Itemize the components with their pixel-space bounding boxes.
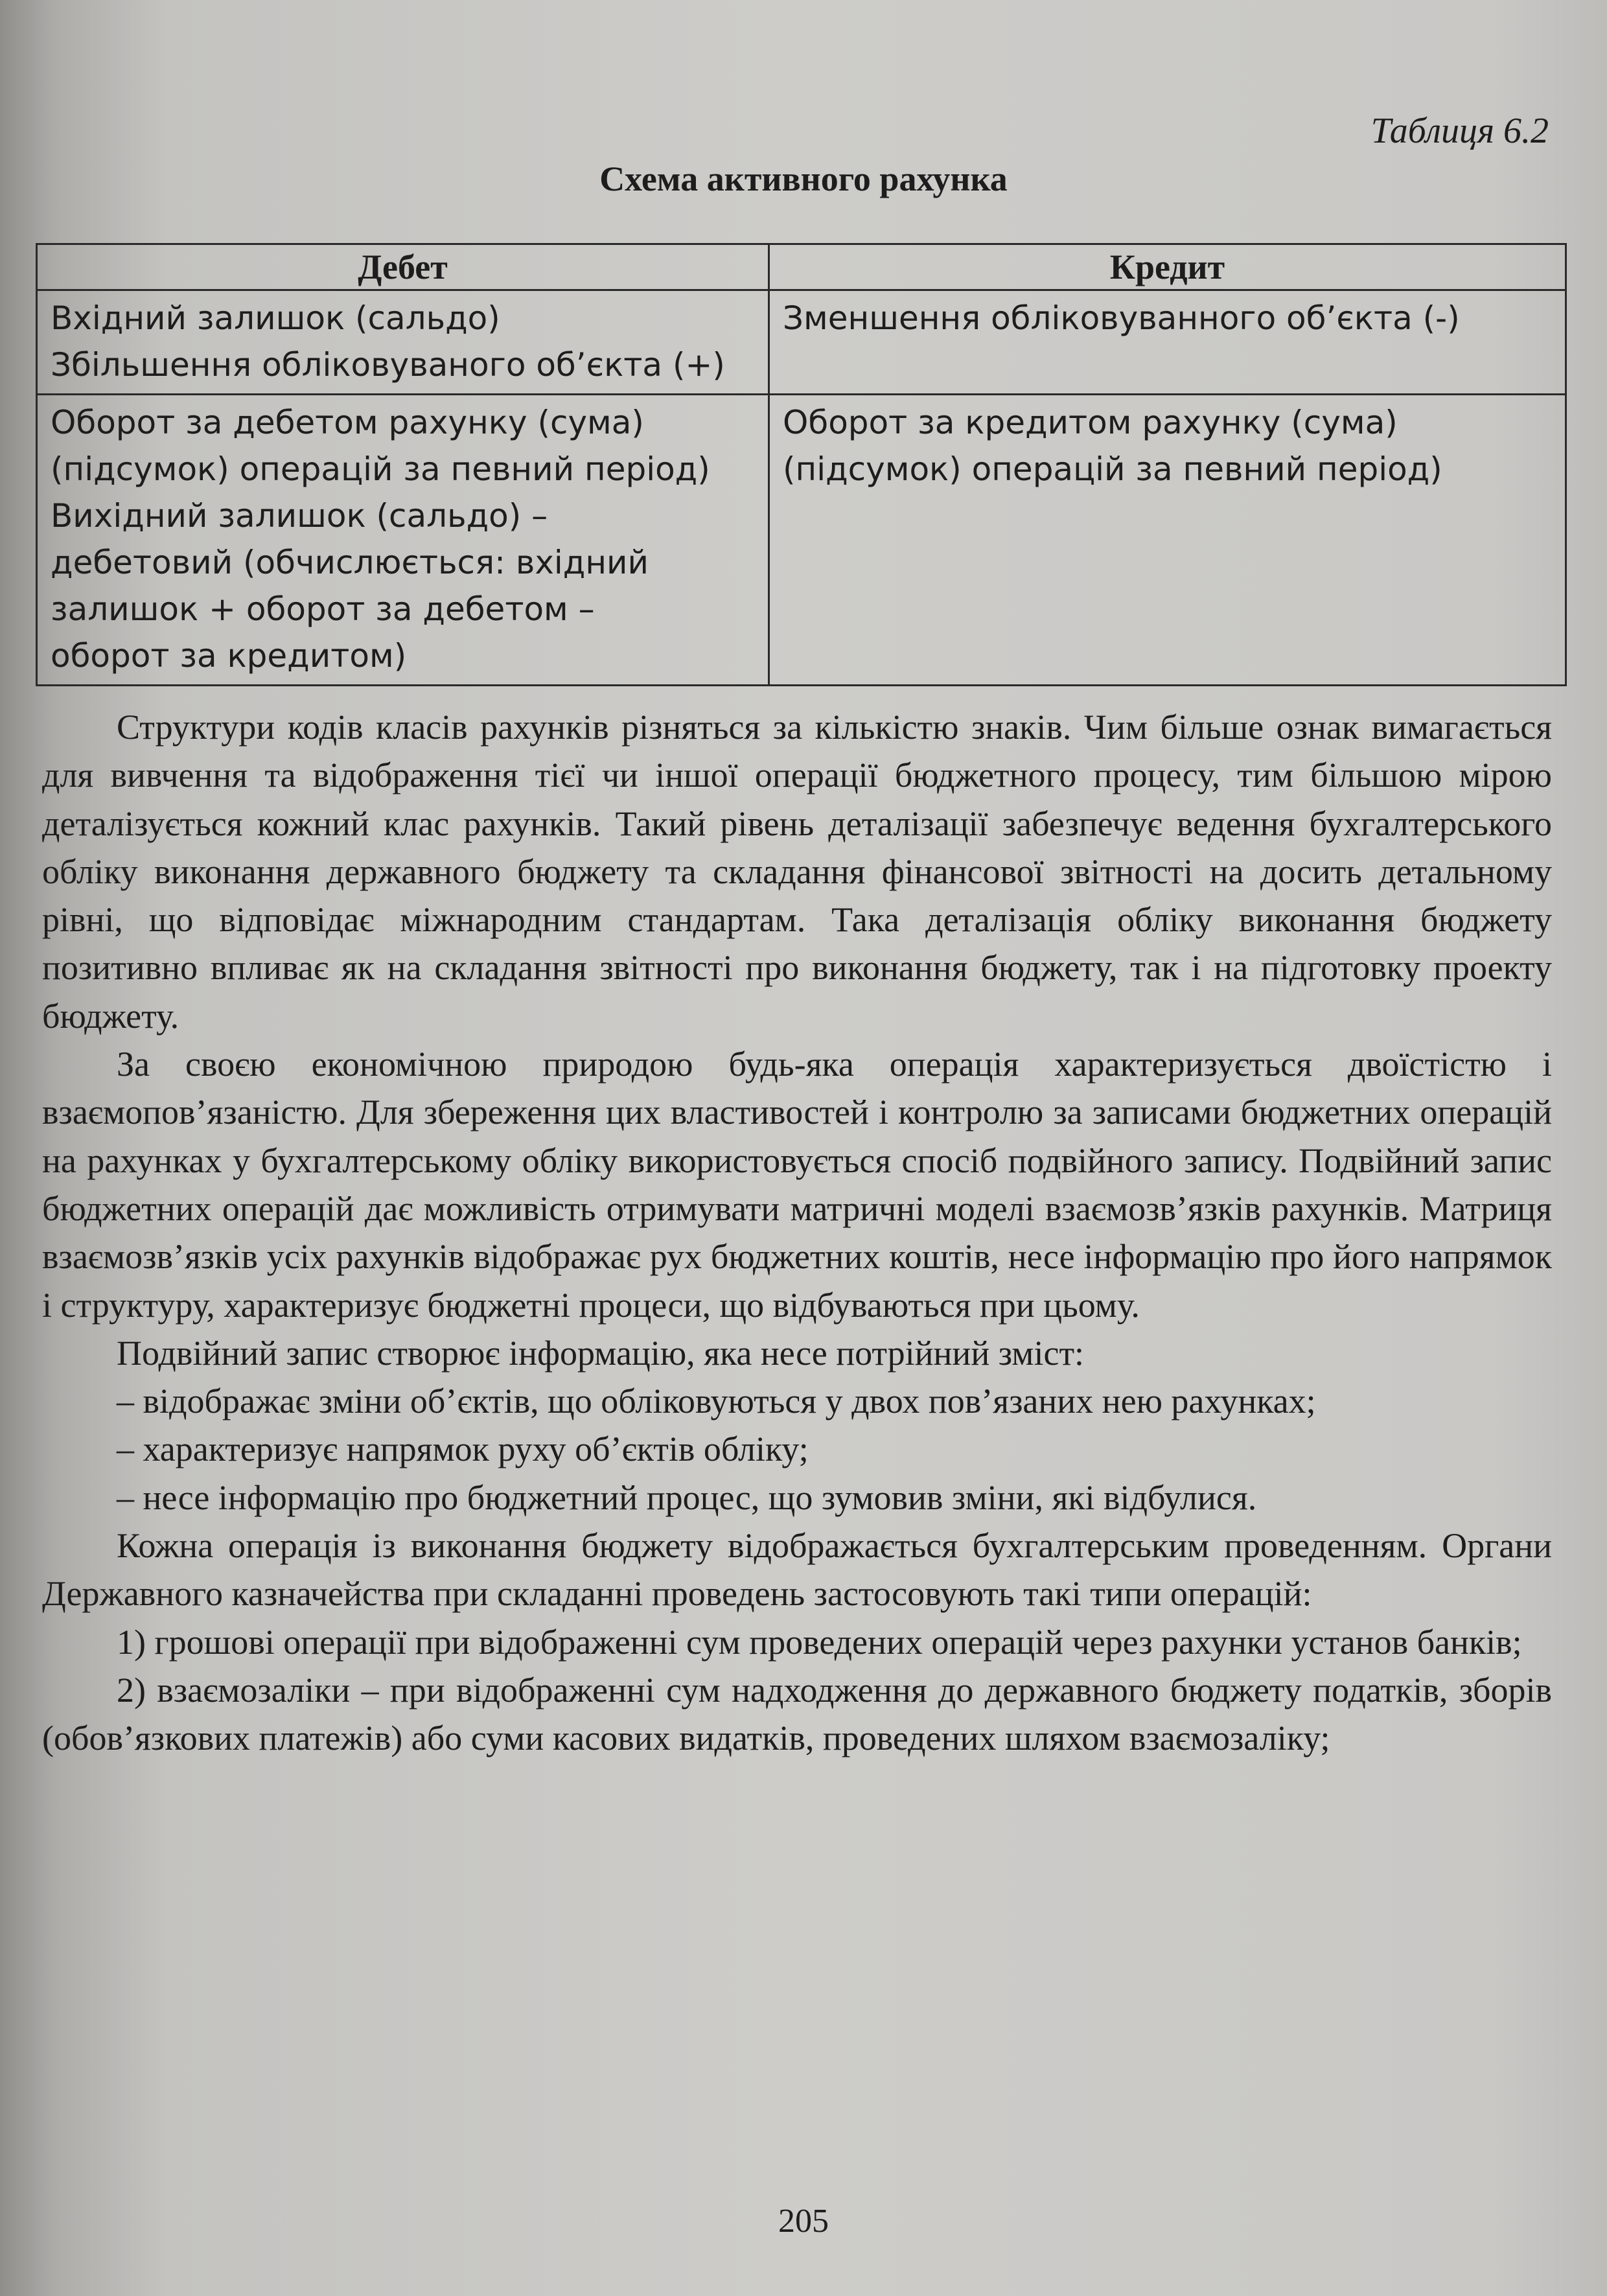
- credit-header: Кредит: [769, 244, 1566, 290]
- cell-line: залишок + оборот за дебетом –: [51, 590, 595, 628]
- cell-line: Збільшення обліковуваного об’єкта (+): [51, 346, 725, 384]
- cell-line: оборот за кредитом): [51, 637, 407, 675]
- list-item: – відображає зміни об’єктів, що обліковуються у двох пов’язаних нею рахунках;: [117, 1382, 1316, 1421]
- cell-line: Вхідний залишок (сальдо): [51, 299, 500, 337]
- debit-header: Дебет: [37, 244, 769, 290]
- account-schema-table: [36, 243, 1567, 686]
- paragraph: Структури кодів класів рахунків різняться за кількістю знаків. Чим більше ознак вимагається для вивчення та відображення тієї чи іншої операції бюджетного процесу, тим більшою мірою деталізується кожний клас рахунків. Такий рівень деталізації забезпечує ведення бухгалтерського обліку виконання державного бюджету та складання фінансової звітності на досить детальному рівні, що відповідає міжнародним стандартам. Така деталізація обліку виконання бюджету позитивно впливає як на складання звітності про виконання бюджету, так і на підготовку проекту бюджету.: [42, 708, 1552, 1036]
- list-item: – характеризує напрямок руху об’єктів обліку;: [117, 1430, 809, 1469]
- table-row: [37, 290, 1566, 395]
- table-header-row: [37, 244, 1566, 290]
- paragraph: Кожна операція із виконання бюджету відображається бухгалтерським проведенням. Органи Державного казначейства при складанні проведень застосовують такі типи операцій:: [42, 1526, 1552, 1614]
- body-text: [42, 703, 1552, 1763]
- credit-cell: [769, 395, 1566, 686]
- list-item: – несе інформацію про бюджетний процес, що зумовив зміни, які відбулися.: [117, 1478, 1257, 1517]
- cell-line: дебетовий (обчислюється: вхідний: [51, 544, 649, 581]
- debit-cell: [37, 395, 769, 686]
- cell-line: (підсумок) операцій за певний період): [783, 450, 1442, 488]
- cell-line: (підсумок) операцій за певний період): [51, 450, 710, 488]
- list-item: 1) грошові операції при відображенні сум проведених операцій через рахунки установ банків;: [117, 1622, 1522, 1662]
- debit-cell: [37, 290, 769, 395]
- cell-line: Зменшення обліковуванного об’єкта (-): [783, 299, 1460, 337]
- cell-line: Вихідний залишок (сальдо) –: [51, 497, 548, 535]
- credit-cell: [769, 290, 1566, 395]
- cell-line: Оборот за кредитом рахунку (сума): [783, 404, 1398, 441]
- cell-line: Оборот за дебетом рахунку (сума): [51, 404, 644, 441]
- table-row: [37, 395, 1566, 686]
- page-number: 205: [778, 2203, 829, 2240]
- list-item: 2) взаємозаліки – при відображенні сум надходження до державного бюджету податків, зборів (обов’язкових платежів) або суми касових видатків, проведених шляхом взаємозаліку;: [42, 1670, 1552, 1758]
- table-caption: Таблиця 6.2: [1370, 111, 1549, 151]
- paragraph: За своєю економічною природою будь-яка операція характеризується двоїстістю і взаємопов’язаністю. Для збереження цих властивостей і контролю за записами бюджетних операцій на рахунках у бухгалтерському обліку використовується спосіб подвійного запису. Подвійний запис бюджетних операцій дає можливість отримувати матричні моделі взаємозв’язків рахунків. Матриця взаємозв’язків усіх рахунків відображає рух бюджетних коштів, несе інформацію про його напрямок і структуру, характеризує бюджетні процеси, що відбуваються при цьому.: [42, 1045, 1552, 1325]
- table-title: Схема активного рахунка: [599, 159, 1008, 198]
- paragraph: Подвійний запис створює інформацію, яка несе потрійний зміст:: [117, 1333, 1085, 1373]
